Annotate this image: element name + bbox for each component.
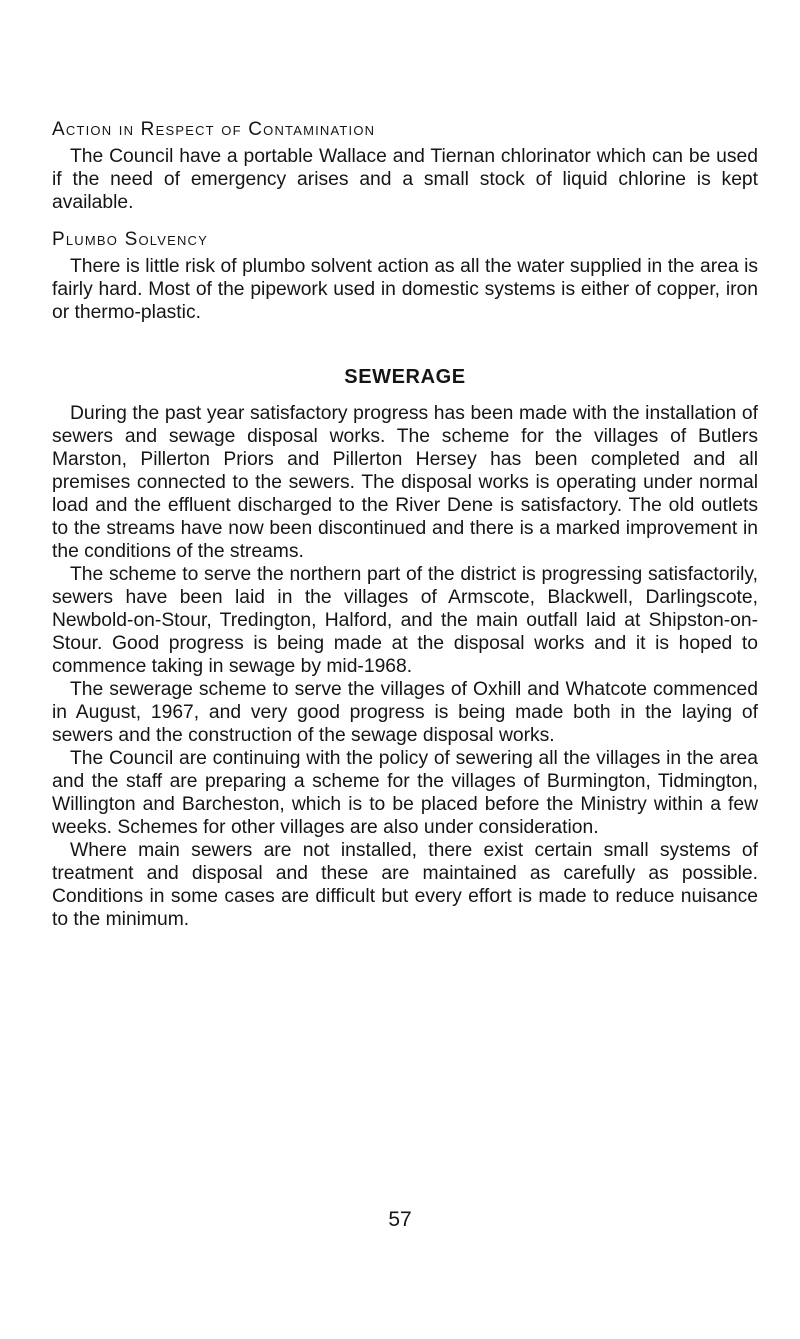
paragraph-sewerage-4: The Council are continuing with the policy of sewering all the villages in the area and the staff are preparing a scheme for the villages of Burmington, Tidmington, Willington and Barcheston, which is to be placed before the Ministry within a few weeks. Schemes for other villages are also under consideration. (52, 748, 758, 838)
paragraph-sewerage-1: During the past year satisfactory progress has been made with the installation of sewers and sewage disposal works. The scheme for the villages of Butlers Marston, Pillerton Priors and Pillerton Hersey has been completed and all premises connected to the sewers. The disposal works is operating under normal load and the effluent discharged to the River Dene is satisfactory. The old outlets to the streams have now been discontinued and there is a marked improvement in the conditions of the streams. (52, 403, 758, 562)
paragraph-plumbo-solvency: There is little risk of plumbo solvent action as all the water supplied in the area is fairly hard. Most of the pipework used in domestic systems is either of copper, iron or thermo-plastic. (52, 256, 758, 323)
paragraph-sewerage-5: Where main sewers are not installed, there exist certain small systems of treatment and disposal and these are maintained as carefully as possible. Conditions in some cases are difficult but every effort is made to reduce nuisance to the minimum. (52, 840, 758, 930)
paragraph-contamination: The Council have a portable Wallace and Tiernan chlorinator which can be used if the need of emergency arises and a small stock of liquid chlorine is kept available. (52, 146, 758, 213)
section-title-sewerage: SEWERAGE (344, 366, 466, 388)
page-content (52, 118, 758, 931)
page-number: 57 (388, 1208, 412, 1231)
paragraph-sewerage-2: The scheme to serve the northern part of the district is progressing satisfactorily, sewers have been laid in the villages of Armscote, Blackwell, Darlingscote, Newbold-on-Stour, Tredington, Halford, and the main outfall laid at Shipston-on-Stour. Good progress is being made at the disposal works and it is hoped to commence taking in sewage by mid-1968. (52, 564, 758, 677)
section-heading-contamination: Action in Respect of Contamination (52, 119, 376, 140)
section-heading-plumbo-solvency: Plumbo Solvency (52, 229, 209, 250)
paragraph-sewerage-3: The sewerage scheme to serve the villages of Oxhill and Whatcote commenced in August, 1967, and very good progress is being made both in the laying of sewers and the construction of the sewage disposal works. (52, 679, 758, 746)
